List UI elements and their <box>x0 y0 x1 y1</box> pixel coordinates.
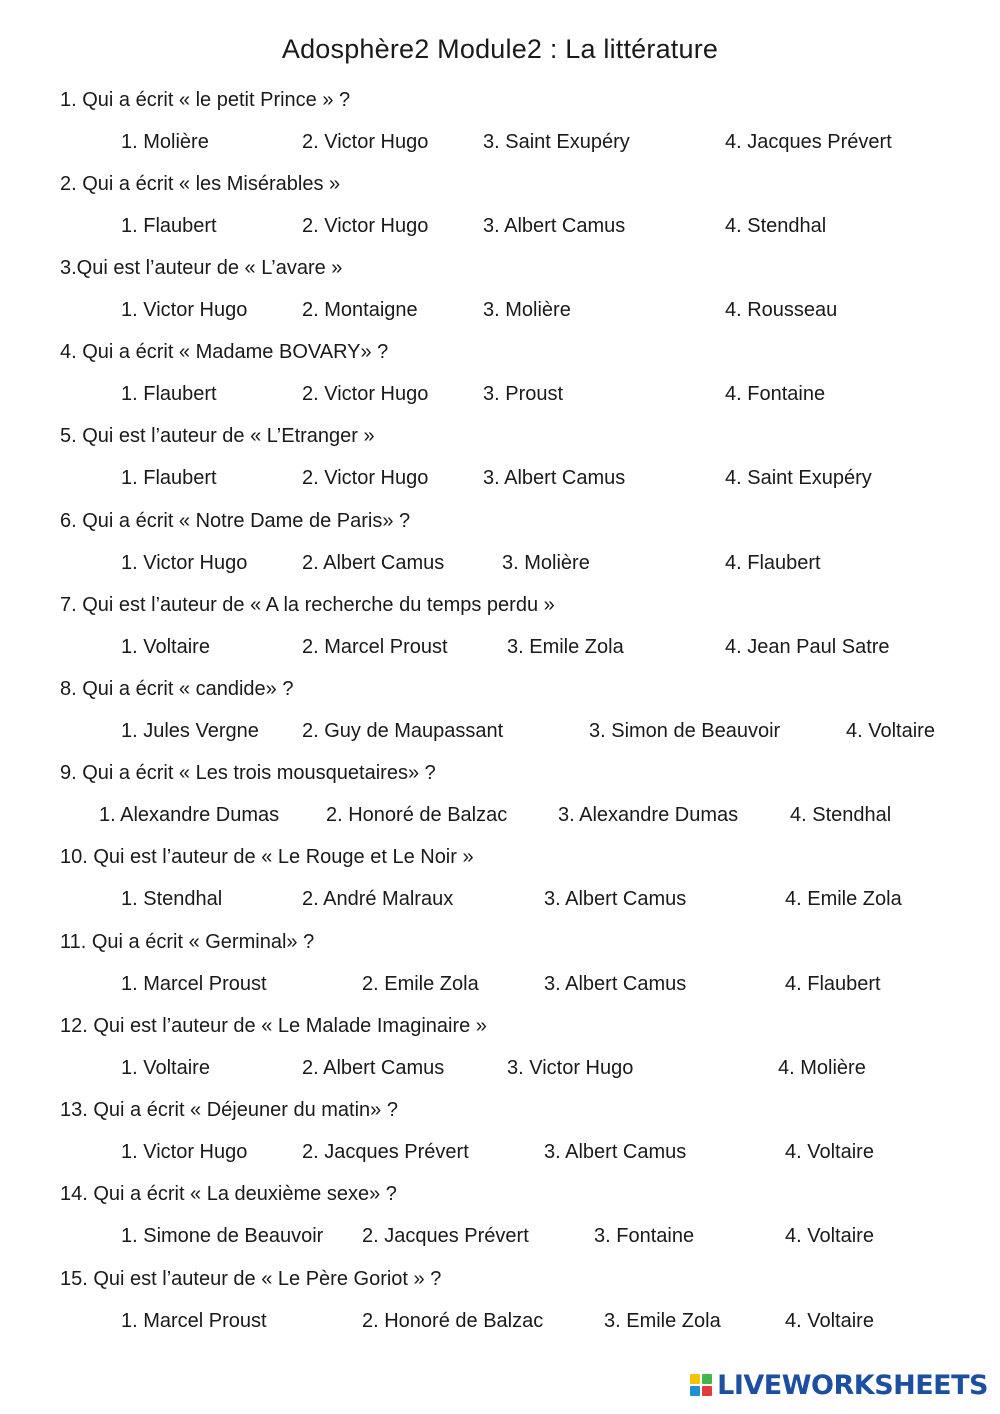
answer-option: 4. Molière <box>778 1057 866 1079</box>
answer-option: 2. Montaigne <box>302 299 418 321</box>
answer-option: 4. Fontaine <box>725 383 826 405</box>
answer-option: 1. Simone de Beauvoir <box>121 1225 324 1247</box>
answer-option: 4. Stendhal <box>725 215 827 237</box>
answer-option: 3. Victor Hugo <box>507 1057 634 1079</box>
question-text: 12. Qui est l’auteur de « Le Malade Imaginaire » <box>60 1015 487 1037</box>
page-title: Adosphère2 Module2 : La littérature <box>281 34 719 64</box>
question-text: 5. Qui est l’auteur de « L’Etranger » <box>60 425 375 447</box>
answer-option: 3. Albert Camus <box>544 888 687 910</box>
question-text: 1. Qui a écrit « le petit Prince » ? <box>60 89 351 111</box>
answer-option: 1. Alexandre Dumas <box>99 804 280 826</box>
answer-option: 1. Stendhal <box>121 888 223 910</box>
answer-option: 3. Fontaine <box>594 1225 695 1247</box>
answer-option: 3. Albert Camus <box>483 215 626 237</box>
question-text: 9. Qui a écrit « Les trois mousquetaires» ? <box>60 762 436 784</box>
question-text: 14. Qui a écrit « La deuxième sexe» ? <box>60 1183 397 1205</box>
liveworksheets-logo <box>689 1370 988 1400</box>
answer-option: 1. Flaubert <box>121 215 217 237</box>
answer-option: 1. Molière <box>121 131 209 153</box>
answer-option: 1. Voltaire <box>121 636 210 658</box>
answer-option: 3. Albert Camus <box>544 1141 687 1163</box>
question-text: 7. Qui est l’auteur de « A la recherche du temps perdu » <box>60 594 555 616</box>
answer-option: 2. Emile Zola <box>362 973 479 995</box>
question-text: 2. Qui a écrit « les Misérables » <box>60 173 341 195</box>
answer-option: 4. Voltaire <box>785 1141 874 1163</box>
answer-option: 2. Honoré de Balzac <box>326 804 508 826</box>
answer-option: 2. Guy de Maupassant <box>302 720 504 742</box>
answer-option: 3. Emile Zola <box>604 1310 721 1332</box>
answer-option: 4. Voltaire <box>785 1310 874 1332</box>
answer-option: 2. Marcel Proust <box>302 636 448 658</box>
answer-option: 3. Albert Camus <box>544 973 687 995</box>
answer-option: 1. Victor Hugo <box>121 552 248 574</box>
answer-option: 4. Voltaire <box>846 720 935 742</box>
question-text: 4. Qui a écrit « Madame BOVARY» ? <box>60 341 389 363</box>
answer-option: 4. Jean Paul Satre <box>725 636 890 658</box>
question-text: 3.Qui est l’auteur de « L’avare » <box>60 257 343 279</box>
answer-option: 4. Stendhal <box>790 804 892 826</box>
answer-option: 2. André Malraux <box>302 888 454 910</box>
answer-option: 1. Victor Hugo <box>121 299 248 321</box>
liveworksheets-logo-icon <box>689 1373 713 1397</box>
answer-option: 1. Marcel Proust <box>121 973 267 995</box>
answer-option: 2. Albert Camus <box>302 1057 445 1079</box>
answer-option: 1. Marcel Proust <box>121 1310 267 1332</box>
question-text: 6. Qui a écrit « Notre Dame de Paris» ? <box>60 510 411 532</box>
answer-option: 3. Molière <box>483 299 571 321</box>
answer-option: 1. Victor Hugo <box>121 1141 248 1163</box>
logo-text: LIVEWORKSHEETS <box>717 1369 988 1401</box>
question-text: 13. Qui a écrit « Déjeuner du matin» ? <box>60 1099 398 1121</box>
answer-option: 3. Saint Exupéry <box>483 131 630 153</box>
answer-option: 2. Victor Hugo <box>302 215 429 237</box>
answer-option: 4. Voltaire <box>785 1225 874 1247</box>
answer-option: 3. Molière <box>502 552 590 574</box>
answer-option: 2. Jacques Prévert <box>302 1141 469 1163</box>
answer-option: 2. Victor Hugo <box>302 467 429 489</box>
answer-option: 4. Flaubert <box>785 973 881 995</box>
question-text: 15. Qui est l’auteur de « Le Père Goriot » ? <box>60 1268 442 1290</box>
question-text: 10. Qui est l’auteur de « Le Rouge et Le Noir » <box>60 846 474 868</box>
question-text: 11. Qui a écrit « Germinal» ? <box>60 931 315 953</box>
answer-option: 3. Emile Zola <box>507 636 624 658</box>
answer-option: 2. Jacques Prévert <box>362 1225 529 1247</box>
answer-option: 4. Rousseau <box>725 299 838 321</box>
answer-option: 1. Jules Vergne <box>121 720 259 742</box>
question-text: 8. Qui a écrit « candide» ? <box>60 678 294 700</box>
answer-option: 3. Simon de Beauvoir <box>589 720 781 742</box>
answer-option: 2. Victor Hugo <box>302 131 429 153</box>
answer-option: 4. Flaubert <box>725 552 821 574</box>
answer-option: 3. Alexandre Dumas <box>558 804 739 826</box>
answer-option: 1. Flaubert <box>121 467 217 489</box>
answer-option: 3. Albert Camus <box>483 467 626 489</box>
answer-option: 1. Flaubert <box>121 383 217 405</box>
answer-option: 2. Honoré de Balzac <box>362 1310 544 1332</box>
answer-option: 4. Saint Exupéry <box>725 467 872 489</box>
answer-option: 4. Emile Zola <box>785 888 902 910</box>
answer-option: 3. Proust <box>483 383 564 405</box>
answer-option: 1. Voltaire <box>121 1057 210 1079</box>
answer-option: 2. Victor Hugo <box>302 383 429 405</box>
answer-option: 2. Albert Camus <box>302 552 445 574</box>
answer-option: 4. Jacques Prévert <box>725 131 892 153</box>
